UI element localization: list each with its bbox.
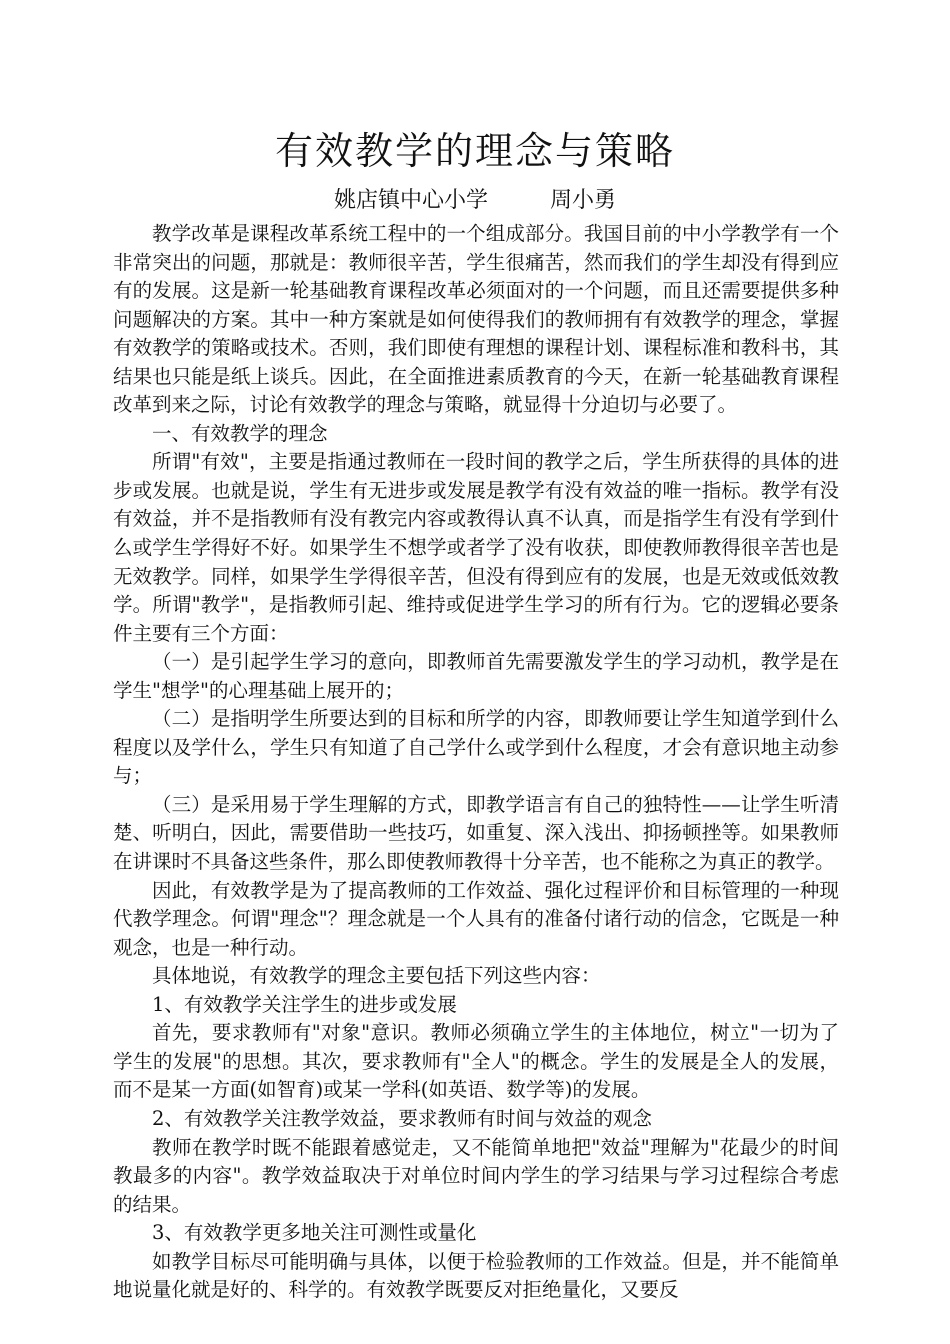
list-item: （一）是引起学生学习的意向，即教师首先需要激发学生的学习动机，教学是在学生"想学"的心理基础上展开的； — [113, 650, 839, 702]
paragraph: 首先，要求教师有"对象"意识。教师必须确立学生的主体地位，树立"一切为了学生的发展"的思想。其次，要求教师有"全人"的概念。学生的发展是全人的发展，而不是某一方面(如智育)或某一学科(如英语、数学等)的发展。 — [113, 1021, 839, 1102]
list-item: （二）是指明学生所要达到的目标和所学的内容，即教师要让学生知道学到什么程度以及学什么，学生只有知道了自己学什么或学到什么程度，才会有意识地主动参与； — [113, 707, 839, 788]
paragraph: 如教学目标尽可能明确与具体，以便于检验教师的工作效益。但是，并不能简单地说量化就是好的、科学的。有效教学既要反对拒绝量化，又要反 — [113, 1249, 839, 1302]
paragraph: 所谓"有效"，主要是指通过教师在一段时间的教学之后，学生所获得的具体的进步或发展。也就是说，学生有无进步或发展是教学有没有效益的唯一指标。教学有没有效益，并不是指教师有没有教完内容或教得认真不认真，而是指学生有没有学到什么或学生学得好不好。如果学生不想学或者学了没有收获，即使教师教得很辛苦也是无效教学。同样，如果学生学得很辛苦，但没有得到应有的发展，也是无效或低效教学。所谓"教学"，是指教师引起、维持或促进学生学习的所有行为。它的逻辑必要条件主要有三个方面： — [113, 450, 839, 645]
document-body — [113, 220, 839, 1305]
section-heading: 一、有效教学的理念 — [152, 421, 328, 445]
subsection-heading: 3、有效教学更多地关注可测性或量化 — [152, 1221, 477, 1245]
school-name: 姚店镇中心小学 — [333, 188, 488, 213]
byline — [0, 184, 950, 218]
paragraph: 教师在教学时既不能跟着感觉走，又不能简单地把"效益"理解为"花最少的时间教最多的内容"。教学效益取决于对单位时间内学生的学习结果与学习过程综合考虑的结果。 — [113, 1135, 839, 1216]
author-name: 周小勇 — [550, 188, 617, 213]
subsection-heading: 1、有效教学关注学生的进步或发展 — [152, 992, 457, 1016]
document-title: 有效教学的理念与策略 — [274, 129, 675, 173]
paragraph: 具体地说，有效教学的理念主要包括下列这些内容： — [152, 964, 601, 988]
subsection-heading: 2、有效教学关注教学效益，要求教师有时间与效益的观念 — [152, 1106, 652, 1130]
paragraph-intro: 教学改革是课程改革系统工程中的一个组成部分。我国目前的中小学教学有一个非常突出的问题，那就是：教师很辛苦，学生很痛苦，然而我们的学生却没有得到应有的发展。这是新一轮基础教育课程改革必须面对的一个问题，而且还需要提供多种问题解决的方案。其中一种方案就是如何使得我们的教师拥有有效教学的理念，掌握有效教学的策略或技术。否则，我们即使有理想的课程计划、课程标准和教科书，其结果也只能是纸上谈兵。因此，在全面推进素质教育的今天，在新一轮基础教育课程改革到来之际，讨论有效教学的理念与策略，就显得十分迫切与必要了。 — [113, 222, 839, 417]
paragraph: 因此，有效教学是为了提高教师的工作效益、强化过程评价和目标管理的一种现代教学理念。何谓"理念"？理念就是一个人具有的准备付诸行动的信念，它既是一种观念，也是一种行动。 — [113, 878, 839, 959]
list-item: （三）是采用易于学生理解的方式，即教学语言有自己的独特性——让学生听清楚、听明白，因此，需要借助一些技巧，如重复、深入浅出、抑扬顿挫等。如果教师在讲课时不具备这些条件，那么即使教师教得十分辛苦，也不能称之为真正的教学。 — [113, 792, 839, 874]
